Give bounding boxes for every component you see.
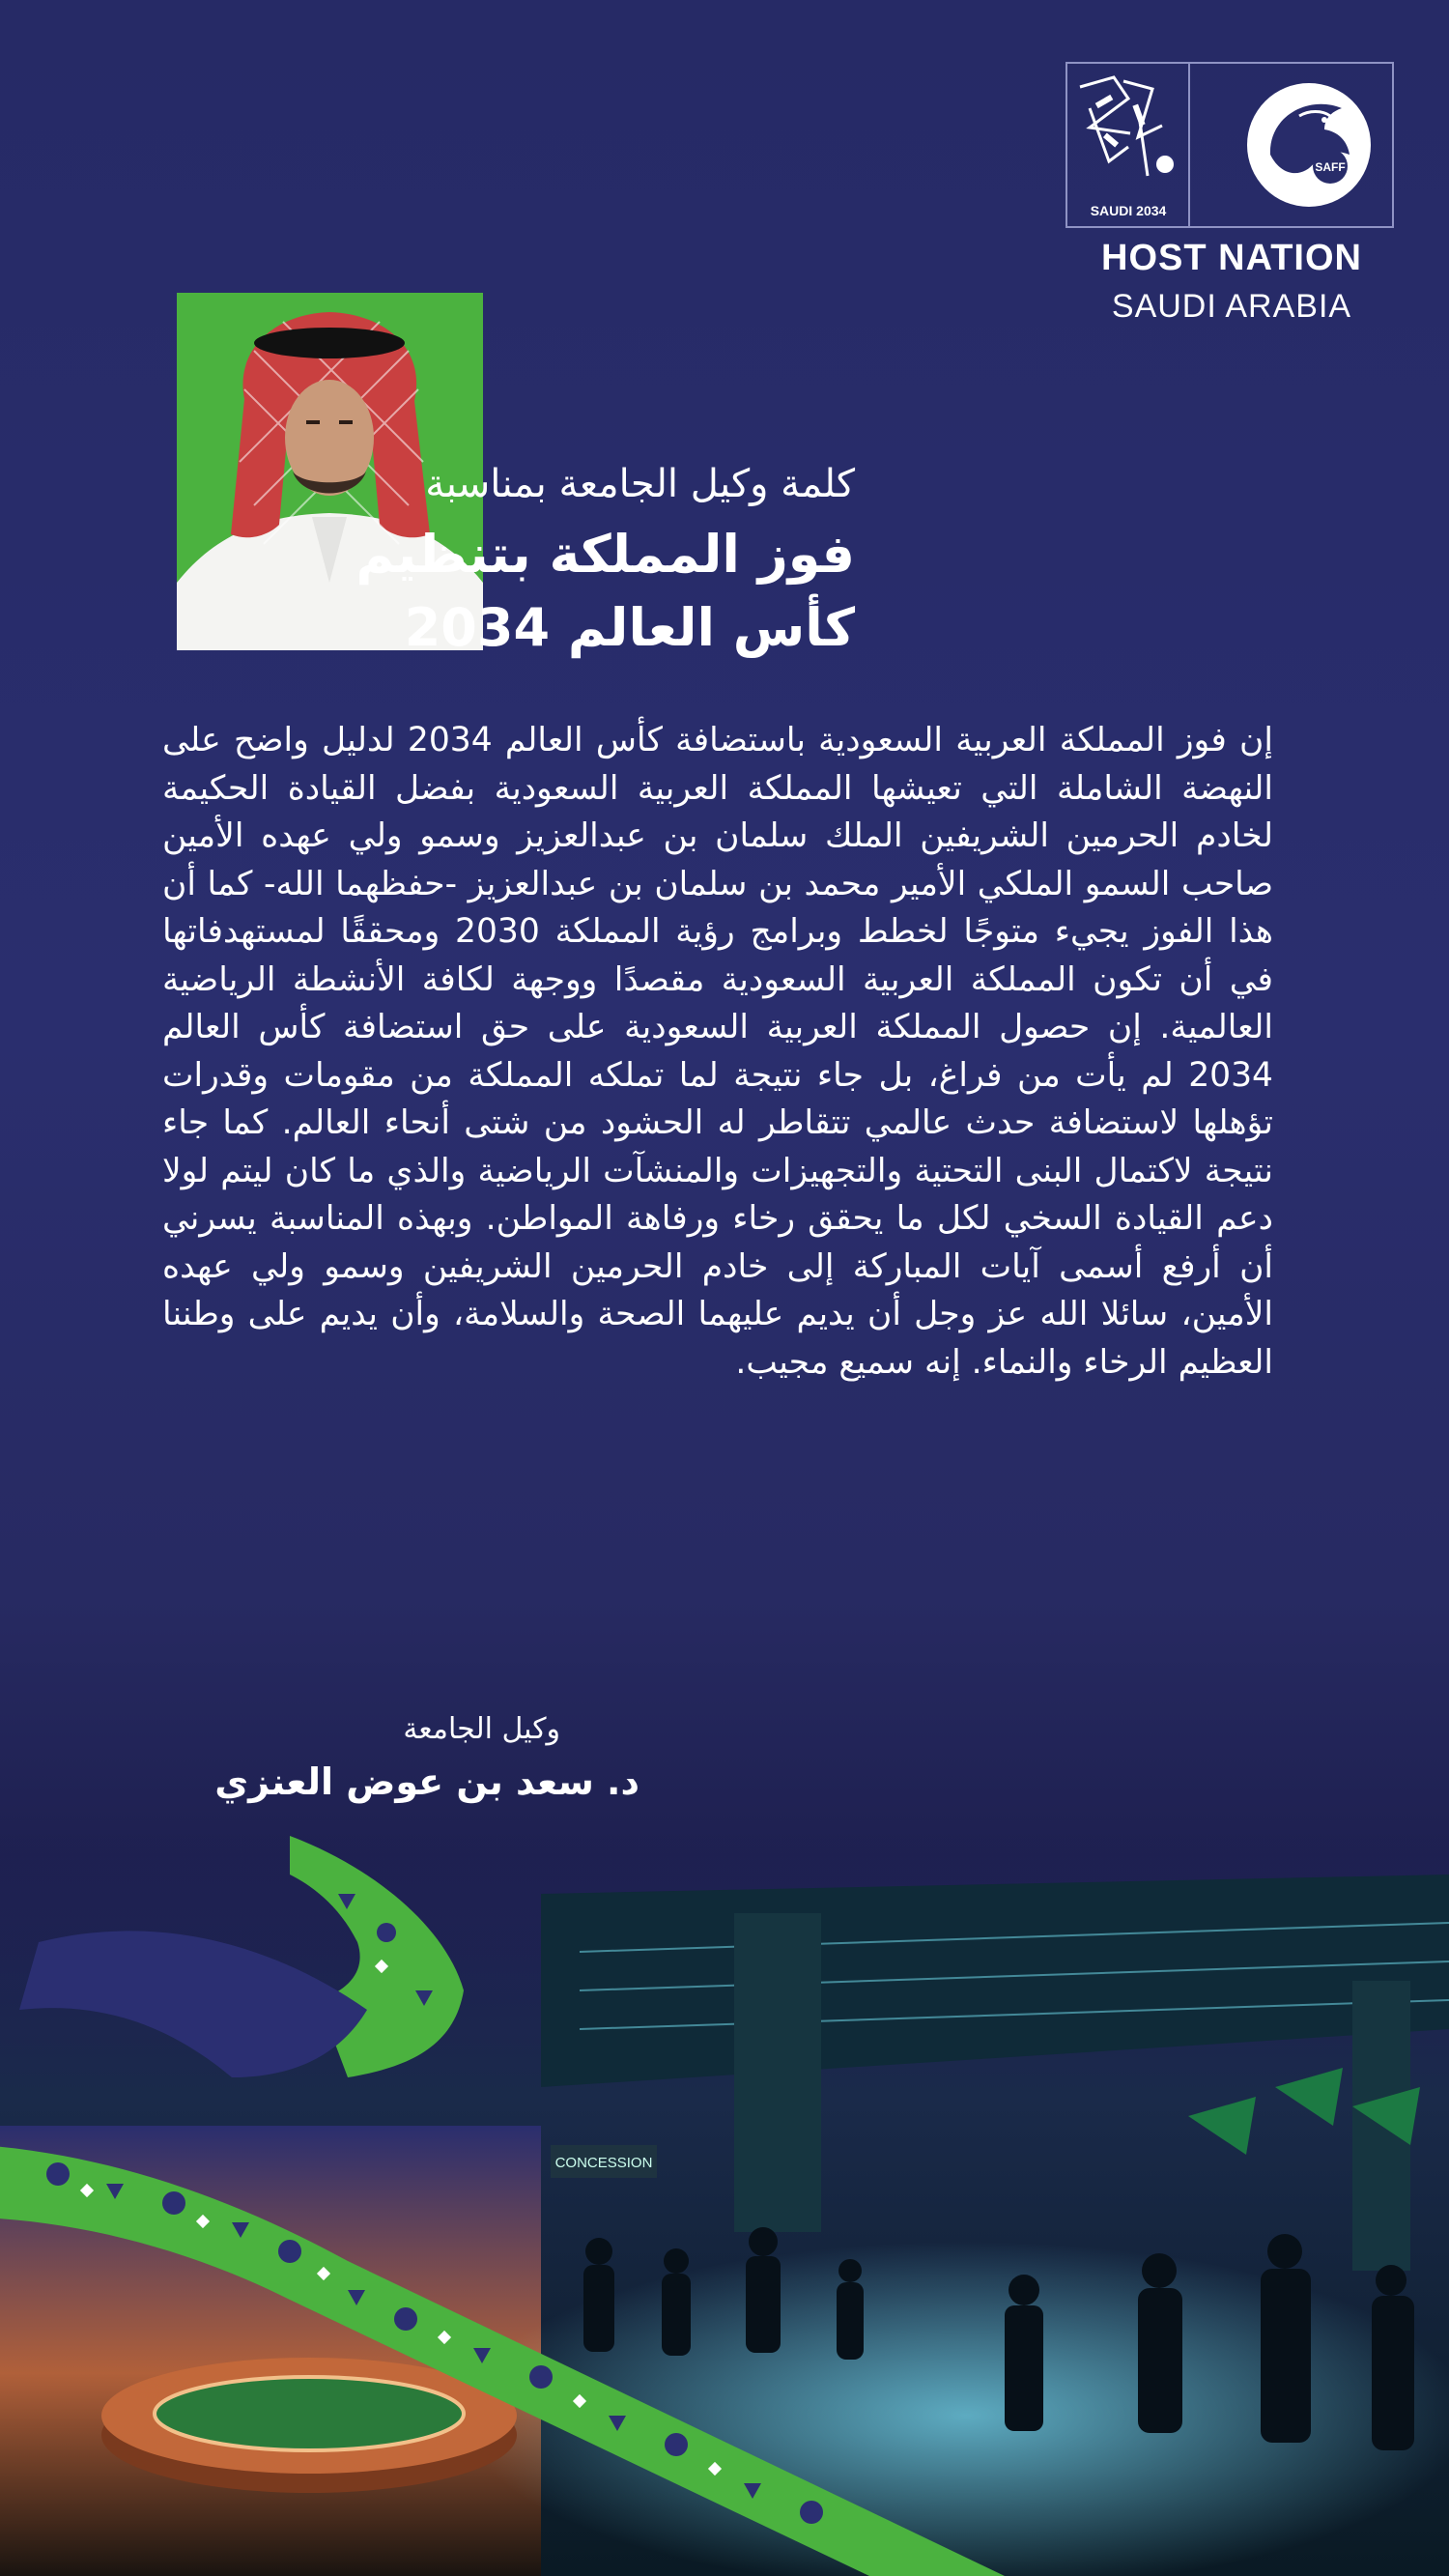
logo-divider xyxy=(1188,64,1190,226)
country-label: SAUDI ARABIA xyxy=(1111,288,1352,325)
signature-name: د. سعد بن عوض العنزي xyxy=(214,1760,639,1803)
signature-role: وكيل الجامعة xyxy=(403,1712,560,1746)
saff-logo xyxy=(1241,77,1377,213)
host-nation-label: HOST NATION xyxy=(1101,238,1362,278)
concession-sign: CONCESSION xyxy=(554,2155,653,2171)
saudi-2034-logo xyxy=(1070,70,1186,201)
heading-title-line1: فوز المملكة بتنظيم xyxy=(355,524,855,585)
statement-body: إن فوز المملكة العربية السعودية باستضافة كأس العالم 2034 لدليل واضح على النهضة الشاملة التي تعيشها المملكة العربية السعودية بفضل القيادة الحكيمة لخادم الحرمين الشريفين الملك سلمان بن عبدالعزيز وسمو ولي عهده الأمين صاحب السمو الملكي الأمير محمد بن سلمان بن عبدالعزيز -حفظهما الله- كما أن هذا الفوز يجيء متوجًا لخطط وبرامج رؤية المملكة 2030 ومحققًا لمستهدفاتها في أن تكون المملكة العربية السعودية مقصدًا ووجهة لكافة الأنشطة الرياضية العالمية. إن حصول المملكة العربية السعودية على حق استضافة كأس العالم 2034 لم يأت من فراغ، بل جاء نتيجة لما تملكه المملكة من مقومات وقدرات تؤهلها لاستضافة حدث عالمي تتقاطر له الحشود من شتى أنحاء العالم. كما جاء نتيجة لاكتمال البنى التحتية والتجهيزات والمنشآت الرياضية والذي ما كان ليتم لولا دعم القيادة السخي لكل ما يحقق رخاء ورفاهة المواطن. وبهذه المناسبة يسرني أن أرفع أسمى آيات المباركة إلى خادم الحرمين الشريفين وسمو ولي عهده الأمين، سائلا الله عز وجل أن يديم عليهما الصحة والسلامة، وأن يديم على وطننا العظيم الرخاء والنماء. إنه سميع مجيب. xyxy=(162,721,1273,1382)
saff-logo-text: SAFF xyxy=(1315,160,1346,174)
heading-title-line2: كأس العالم 2034 xyxy=(404,597,855,658)
heading-subtitle: كلمة وكيل الجامعة بمناسبة xyxy=(425,462,855,506)
saudi-2034-label: SAUDI 2034 xyxy=(1090,203,1167,218)
stadium-fan-zone-illustration xyxy=(0,1836,1449,2576)
